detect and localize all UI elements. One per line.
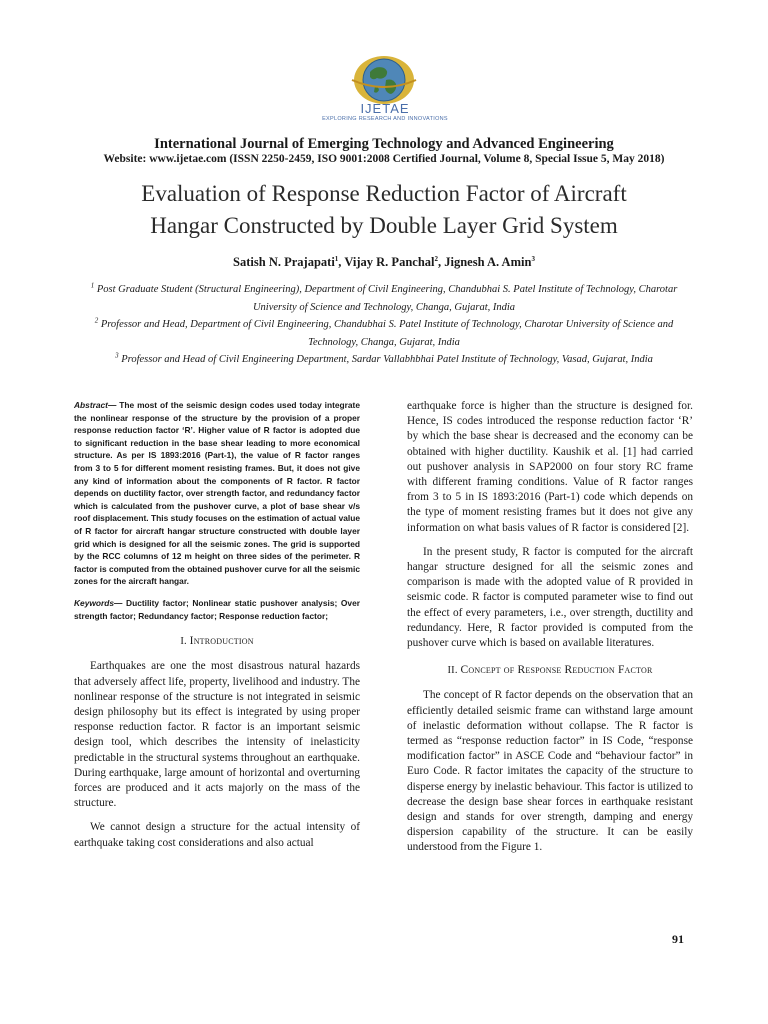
right-column <box>407 399 693 865</box>
abstract-text: The most of the seismic design codes used today integrate the nonlinear response of the structure by the provision of a proper response reduction factor ‘R’. Higher value of R factor is adopted due to significant reduction in the base shear leading to more economical structure. As per IS 1893:2016 (Part-1), the value of R factor ranges from 3 to 5 for different moment resisting frames. But, it does not give any kind of information about the components of R factor. R factor depends on ductility factor, over strength factor, and redundancy factor which is calculated from the pushover curve, a plot of base shear v/s roof displacement. This study focuses on the estimation of actual value of R factor for aircraft hangar structure constructed with double layer grid which is designed for all the seismic zones. The grid is supported by the RCC columns of 12 m height on three sides of the perimeter. R factor is computed from the obtained pushover curve for all the seismic zones for the aircraft hangar. <box>74 400 360 587</box>
paper-title-line-2: Hangar Constructed by Double Layer Grid System <box>150 213 618 238</box>
keywords-text: Ductility factor; Nonlinear static pushover analysis; Over strength factor; Redundancy factor; Response reduction factor; <box>74 597 360 621</box>
left-column <box>74 399 360 860</box>
paper-title-line-1: Evaluation of Response Reduction Factor of Aircraft <box>141 181 627 206</box>
section-title: Introduction <box>189 635 254 648</box>
affiliation-mark: 2 <box>94 316 99 325</box>
logo-wordmark <box>310 103 460 123</box>
logo-tagline: EXPLORING RESEARCH AND INNOVATIONS <box>322 116 448 122</box>
paragraph: The concept of R factor depends on the observation that an efficiently detailed seismic frame can withstand large amount of inelastic deformation without collapse. The R factor is termed as “response reduction factor” in IS Code, “response modification factor” in ASCE Code and “behaviour factor” in Euro Code. R factor imitates the capacity of the structure to disperse energy by inelastic behaviour. This factor is utilized to decrease the design base shear forces in earthquake resistant design and stands for over strength, damping and energy dispersion capability of the structure. It can be easily understood from the Figure 1. <box>407 689 693 854</box>
affiliation-text: Professor and Head, Department of Civil Engineering, Chandubhai S. Patel Institute of Technology, Charotar University of Science and Technology, Changa, Gujarat, India <box>100 319 674 348</box>
affiliation-text: Post Graduate Student (Structural Engineering), Department of Civil Engineering, Chandubhai S. Patel Institute of Technology, Charotar University of Science and Technology, Changa, Gujarat, India <box>96 284 678 313</box>
paragraph: We cannot design a structure for the actual intensity of earthquake taking cost considerations and also actual <box>74 821 360 849</box>
abstract <box>74 399 360 588</box>
page-number: 91 <box>672 932 684 946</box>
author-list: Satish N. Prajapati$^1$, Vijay R. Panchal$^2$, Jignesh A. Amin$^3$ <box>233 254 535 269</box>
paper-title <box>0 178 768 242</box>
paragraph: earthquake force is higher than the structure is designed for. Hence, IS codes introduced the response reduction factor ‘R’ by which the base shear is decreased and the economy can be obtained with higher ductility. Kaushik et al. [1] had carried out pushover analysis in SAP2000 on four story RC frame with different framing conditions. Value of R factor ranges from 3 to 5 in IS 1893:2016 (Part-1) code which depends on the type of moment resisting frames but it does not give any information on what basis values of R factor is considered [2]. <box>407 400 693 534</box>
affiliation-mark: 3 <box>115 351 119 360</box>
affiliation <box>82 316 686 351</box>
author-name: Jignesh A. Amin <box>444 255 532 269</box>
paragraph: In the present study, R factor is computed for the aircraft hangar structure designed for all the seismic zones and comparison is made with the adopted value of R provided in seismic code. R factor is computed parameter wise to find out the effect of every parameters, i.e., over strength, ductility and redundancy. Here, R factor provided is computed from the pushover curve which is based on available literatures. <box>407 545 693 650</box>
paragraph: Earthquakes are one the most disastrous natural hazards that adversely affect life, property, livelihood and industry. The nonlinear response of the structure is not integrated in seismic design philosophy but its effect is integrated by using proper response reduction factor. R factor is an important seismic design tool, which describes the intensity of inelasticity predictable in the structural systems throughout an earthquake. During earthquake, large amount of horizontal and overturning forces are produced and it acts majorly on the mass of the structure. <box>74 660 360 810</box>
affiliation-mark: 1 <box>90 281 95 290</box>
section-heading-concept <box>407 663 693 678</box>
logo-name: IJETAE <box>360 101 410 116</box>
author-affil-mark: 3 <box>531 254 535 263</box>
journal-title: International Journal of Emerging Technology and Advanced Engineering <box>154 136 614 152</box>
author-affil-mark: 1 <box>334 254 339 263</box>
section-number: II. <box>447 665 461 677</box>
author-name: Satish N. Prajapati <box>233 255 335 269</box>
affiliations <box>82 281 686 369</box>
section-number: I. <box>180 636 190 648</box>
abstract-label: Abstract— <box>74 400 117 410</box>
keywords <box>74 597 360 622</box>
section-title: Concept of Response Reduction Factor <box>460 664 653 677</box>
section-heading-introduction <box>74 634 360 649</box>
author-affil-mark: 2 <box>434 254 438 263</box>
keywords-label: Keywords— <box>74 597 123 608</box>
affiliation <box>82 281 686 316</box>
affiliation <box>82 351 686 369</box>
journal-website-line: Website: www.ijetae.com (ISSN 2250-2459, ISO 9001:2008 Certified Journal, Volume 8, Special Issue 5, May 2018) <box>103 153 665 165</box>
author-name: Vijay R. Panchal <box>344 255 435 269</box>
affiliation-text: Professor and Head of Civil Engineering Department, Sardar Vallabhbhai Patel Institute of Technology, Vasad, Gujarat, India <box>121 354 653 365</box>
